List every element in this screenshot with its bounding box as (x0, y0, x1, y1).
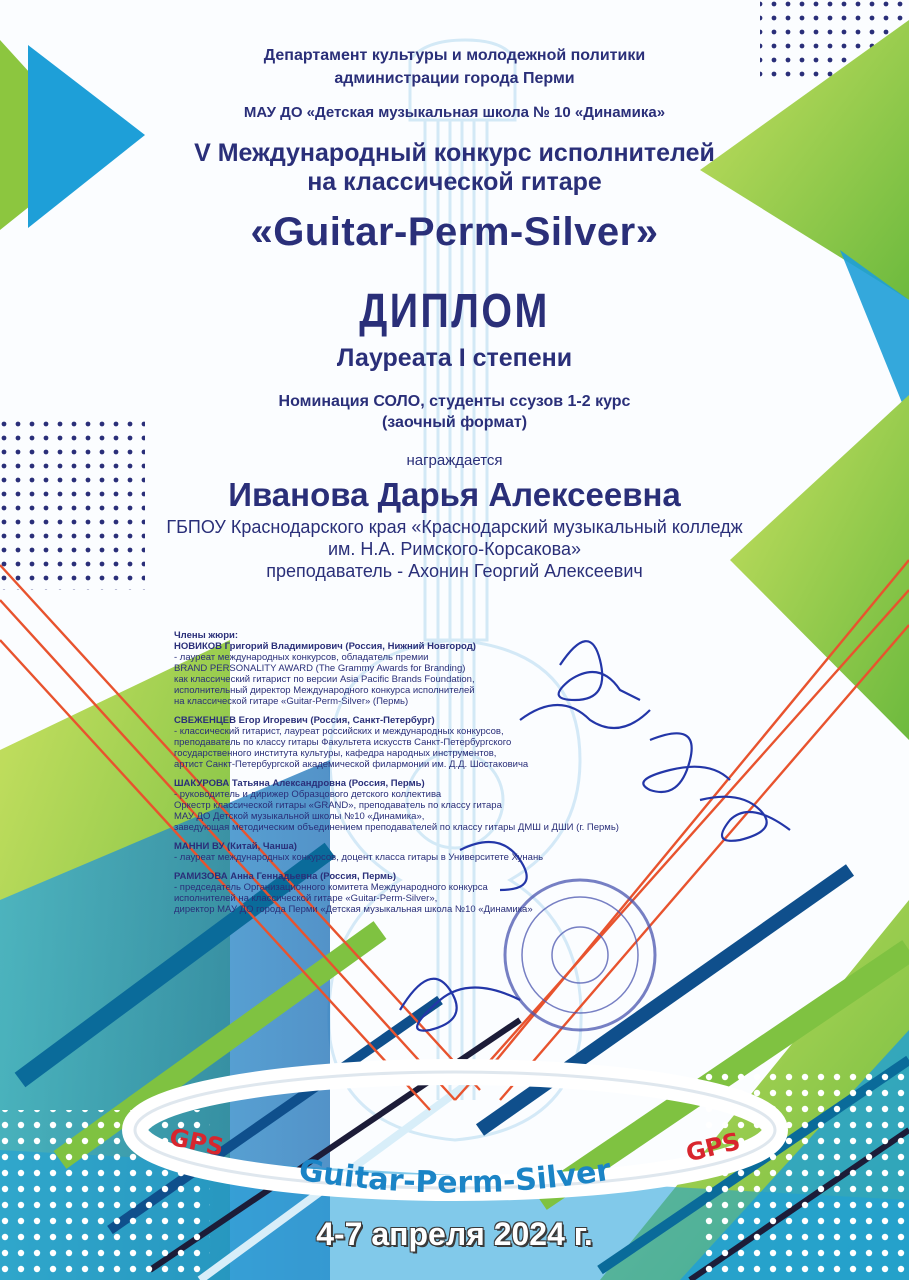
logo-badge-left: GPS (167, 1122, 227, 1162)
institution-line-1: ГБПОУ Краснодарского края «Краснодарский музыкальный колледж (166, 517, 743, 537)
contest-dates: 4-7 апреля 2024 г. (316, 1216, 593, 1252)
jury-member-line: - классический гитарист, лауреат российских и международных конкурсов, (174, 726, 504, 737)
contest-title-line-1: V Международный конкурс исполнителей (194, 139, 715, 167)
jury-member-name: НОВИКОВ Григорий Владимирович (Россия, Нижний Новгород) (174, 641, 476, 652)
jury-member-line: исполнительный директор Международного конкурса исполнителей (174, 685, 475, 696)
jury-member-name: РАМИЗОВА Анна Геннадьевна (Россия, Пермь) (174, 871, 397, 882)
nomination-line-1: Номинация СОЛО, студенты ссузов 1-2 курс (278, 393, 631, 410)
logo-text: Guitar-Perm-Silver (296, 1152, 614, 1201)
diploma-title: ДИПЛОМ (359, 285, 550, 338)
jury-member-line: - лауреат международных конкурсов, обладатель премии (174, 652, 429, 663)
institution-line-2: им. Н.А. Римского-Корсакова» (327, 539, 582, 559)
awarded-label: награждается (406, 452, 503, 469)
school-name: МАУ ДО «Детская музыкальная школа № 10 «Динамика» (243, 104, 666, 121)
contest-title-line-2: на классической гитаре (307, 168, 602, 196)
jury-member-name: СВЕЖЕНЦЕВ Егор Игоревич (Россия, Санкт-Петербург) (174, 715, 435, 726)
jury-member-line: - лауреат международных конкурсов, доцент класса гитары в Университете Хунань (174, 852, 544, 863)
jury-member-name: МАННИ ВУ (Китай, Чанша) (174, 841, 297, 852)
logo-badge-right: GPS (683, 1127, 743, 1168)
department-line-2: администрации города Перми (334, 70, 575, 87)
jury-member-line: BRAND PERSONALITY AWARD (The Grammy Awards for Branding) (174, 663, 466, 674)
jury-member-line: государственного института культуры, кафедра народных инструментов, (174, 748, 497, 759)
jury-member-line: - председатель Организационного комитета Международного конкурса (174, 882, 488, 893)
jury-member-line: преподаватель по классу гитары Факультета искусств Санкт-Петербургского (174, 737, 512, 748)
jury-member-line: как классический гитарист по версии Asia Pacific Brands Foundation, (174, 674, 475, 685)
jury-member-line: исполнителей на классической гитаре «Guitar-Perm-Silver», (174, 893, 438, 904)
jury-member-line: МАУ ДО Детской музыкальной школы №10 «Динамика», (174, 811, 425, 822)
jury-member-line: на классической гитаре «Guitar-Perm-Silver» (Пермь) (174, 696, 409, 707)
jury-member-line: - руководитель и дирижер Образцового детского коллектива (174, 789, 442, 800)
contest-name: «Guitar-Perm-Silver» (250, 210, 659, 254)
jury-member-line: заведующая методическим объединением преподавателей по классу гитары ДМШ и ДШИ (г. Пермь) (174, 822, 619, 833)
jury-member-line: артист Санкт-Петербургской академической филармонии им. Д.Д. Шостаковича (174, 759, 529, 770)
department-line-1: Департамент культуры и молодежной политики (263, 47, 646, 64)
jury-member-line: Оркестр классической гитары «GRAND», преподаватель по классу гитара (174, 800, 502, 811)
laureate-degree: Лауреата I степени (336, 344, 573, 372)
nomination-line-2: (заочный формат) (381, 414, 528, 431)
teacher-line: преподаватель - Ахонин Георгий Алексеевич (266, 561, 643, 581)
jury-member-line: директор МАУ ДО города Перми «Детская музыкальная школа №10 «Динамика» (174, 904, 533, 915)
recipient-name: Иванова Дарья Алексеевна (228, 476, 681, 513)
jury-member-name: ШАКУРОВА Татьяна Александровна (Россия, Пермь) (174, 778, 425, 789)
jury-title: Члены жюри: (174, 630, 239, 641)
